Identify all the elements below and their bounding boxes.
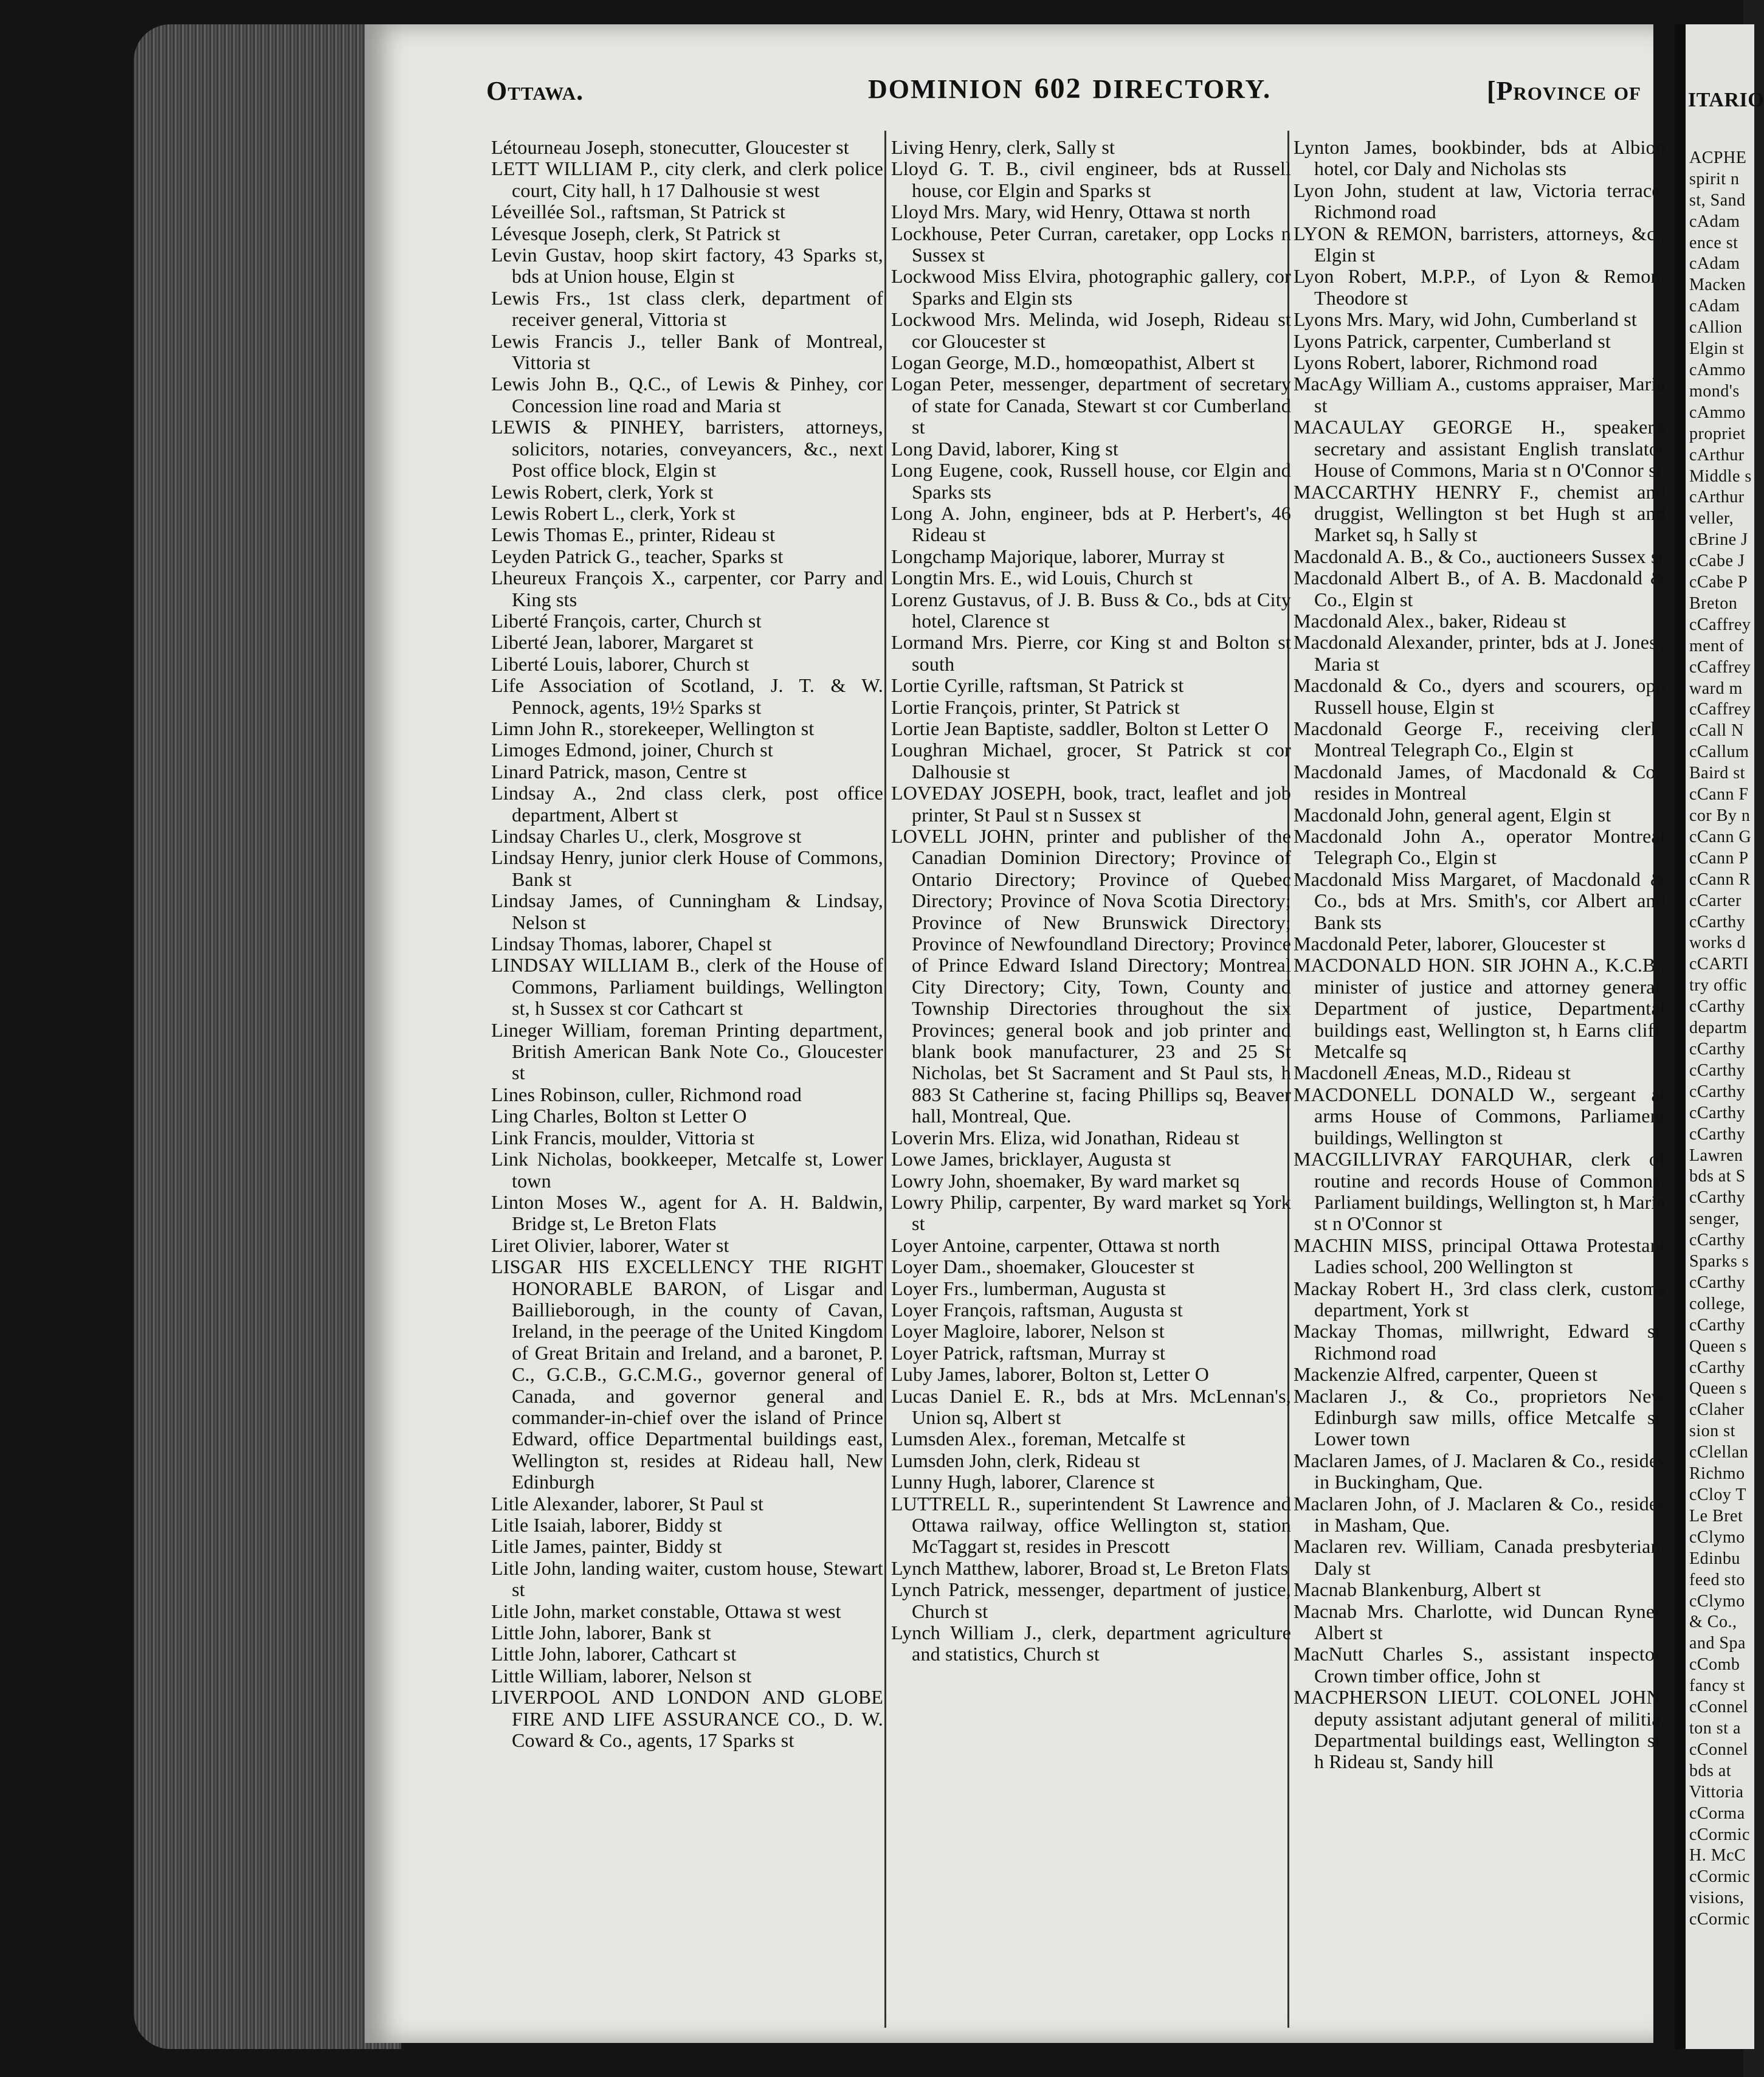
facing-page-line: Queen s [1689, 1379, 1747, 1398]
facing-page-line: cCaffrey [1689, 615, 1751, 634]
directory-entry: Lewis Frs., 1st class clerk, department of receiver general, Vittoria st [491, 286, 883, 331]
book-page-edges [134, 24, 401, 2049]
directory-entry: Lloyd G. T. B., civil engineer, bds at Russell house, cor Elgin and Sparks st [891, 157, 1291, 201]
directory-entry: Living Henry, clerk, Sally st [891, 136, 1115, 158]
directory-column-1 [491, 137, 883, 2034]
directory-entry: Loverin Mrs. Eliza, wid Jonathan, Rideau st [891, 1126, 1239, 1149]
directory-entry: Lucas Daniel E. R., bds at Mrs. McLennan's, Union sq, Albert st [891, 1384, 1291, 1428]
running-header [486, 72, 1641, 108]
facing-page-line: cCloy T [1689, 1485, 1746, 1504]
directory-entry: Limn John R., storekeeper, Wellington st [491, 717, 815, 739]
directory-entry: Liberté Louis, laborer, Church st [491, 652, 749, 675]
facing-page-text [1686, 24, 1764, 1930]
directory-entry: Lyons Robert, laborer, Richmond road [1294, 351, 1598, 374]
facing-page-line: cCARTI [1689, 955, 1749, 974]
facing-page-line: cCormic [1689, 1825, 1750, 1844]
directory-entry: Lunny Hugh, laborer, Clarence st [891, 1471, 1155, 1493]
header-title [868, 72, 1271, 105]
directory-entry: Lyon Robert, M.P.P., of Lyon & Remon, Theodore st [1294, 265, 1666, 309]
directory-entry: Lindsay Henry, junior clerk House of Commons, Bank st [491, 846, 883, 890]
directory-entry: Link Nicholas, bookkeeper, Metcalfe st, Lower town [491, 1148, 883, 1192]
facing-page-line: st, Sand [1689, 190, 1746, 210]
directory-entry: Macdonald George F., receiving clerk, Montreal Telegraph Co., Elgin st [1294, 717, 1666, 761]
facing-page-line: works d [1689, 933, 1746, 953]
directory-entry: Macdonald & Co., dyers and scourers, opp Russell house, Elgin st [1294, 674, 1666, 718]
directory-entry: Macdonald John A., operator Montreal Telegraph Co., Elgin st [1294, 825, 1666, 869]
facing-page-line: Middle s [1689, 466, 1752, 486]
facing-page-line: cAdam [1689, 212, 1740, 231]
directory-entry: Macdonald Miss Margaret, of Macdonald & Co., bds at Mrs. Smith's, cor Albert and Bank sts [1294, 868, 1666, 933]
facing-page-line: cCabe P [1689, 573, 1748, 592]
directory-entry: Loyer Patrick, raftsman, Murray st [891, 1341, 1166, 1364]
directory-entry: Lynch Matthew, laborer, Broad st, Le Breton Flats [891, 1557, 1289, 1579]
facing-page-line: Lawren [1689, 1146, 1743, 1165]
directory-entry: Lewis Robert, clerk, York st [491, 480, 714, 503]
directory-entry: MACDONALD HON. SIR JOHN A., K.C.B., minister of justice and attorney general, Department of justice, Departmental buildings east, Wellington st, h Earns cliff, Metcalfe sq [1294, 954, 1666, 1063]
facing-page-line: departm [1689, 1018, 1748, 1038]
directory-entry: Macdonell Æneas, M.D., Rideau st [1294, 1062, 1571, 1084]
header-province: [Province of [1487, 76, 1641, 106]
directory-entry: MacAgy William A., customs appraiser, Maria st [1294, 373, 1666, 416]
directory-entry: Macdonald John, general agent, Elgin st [1294, 803, 1611, 826]
facing-page-line: cComb [1689, 1655, 1740, 1674]
facing-page-line: cAdam [1689, 297, 1740, 316]
directory-entry: Lumsden Alex., foreman, Metcalfe st [891, 1428, 1186, 1450]
directory-entry: Lewis Francis J., teller Bank of Montreal, Vittoria st [491, 330, 883, 374]
directory-entry: LUTTRELL R., superintendent St Lawrence and Ottawa railway, office Wellington st, station McTaggart st, resides in Prescott [891, 1492, 1291, 1558]
facing-page-line: cAllion [1689, 318, 1743, 337]
facing-page-line: cClymo [1689, 1591, 1745, 1611]
directory-entry: Longtin Mrs. E., wid Louis, Church st [891, 567, 1193, 589]
facing-page-line: cCarthy [1689, 1273, 1746, 1292]
directory-entry: Lewis Robert L., clerk, York st [491, 502, 736, 524]
directory-entry: Long A. John, engineer, bds at P. Herbert's, 46 Rideau st [891, 502, 1291, 546]
facing-page-line: cArthur [1689, 445, 1745, 465]
facing-page-line: spirit n [1689, 169, 1740, 188]
directory-entry: Lormand Mrs. Pierre, cor King st and Bolton st south [891, 631, 1291, 675]
facing-page-line: college, [1689, 1294, 1745, 1313]
directory-entry: Mackay Robert H., 3rd class clerk, customs department, York st [1294, 1277, 1666, 1321]
directory-entry: Maclaren rev. William, Canada presbyterian, Daly st [1294, 1535, 1666, 1579]
facing-page-line: cCarthy [1689, 1188, 1746, 1208]
directory-entry: Lloyd Mrs. Mary, wid Henry, Ottawa st north [891, 201, 1251, 223]
directory-entry: LEWIS & PINHEY, barristers, attorneys, solicitors, notaries, conveyancers, &c., next Post office block, Elgin st [491, 416, 883, 482]
directory-entry: Long David, laborer, King st [891, 437, 1119, 460]
directory-entry: Liberté François, carter, Church st [491, 609, 762, 632]
directory-entry: Litle Alexander, laborer, St Paul st [491, 1492, 764, 1515]
directory-entry: Lindsay James, of Cunningham & Lindsay, Nelson st [491, 890, 883, 933]
directory-entry: Lyons Mrs. Mary, wid John, Cumberland st [1294, 308, 1638, 331]
directory-entry: Lyon John, student at law, Victoria terrace, Richmond road [1294, 179, 1666, 223]
directory-entry: Lortie François, printer, St Patrick st [891, 696, 1180, 718]
facing-page-line: cCarter [1689, 891, 1742, 910]
facing-page-line: cCormic [1689, 1910, 1750, 1929]
directory-entry: Lowe James, bricklayer, Augusta st [891, 1148, 1171, 1170]
directory-entry: Lortie Jean Baptiste, saddler, Bolton st Letter O [891, 717, 1269, 739]
facing-page-line: cCann F [1689, 785, 1749, 804]
directory-entry: Léveillée Sol., raftsman, St Patrick st [491, 201, 786, 223]
facing-page-line: cCarthy [1689, 1315, 1746, 1335]
directory-entry: Luby James, laborer, Bolton st, Letter O [891, 1363, 1210, 1386]
directory-entry: Little William, laborer, Nelson st [491, 1664, 752, 1687]
directory-entry: Lowry John, shoemaker, By ward market sq [891, 1169, 1240, 1192]
directory-entry: Liberté Jean, laborer, Margaret st [491, 631, 754, 654]
facing-page-line: Baird st [1689, 764, 1745, 783]
directory-entry: Mackenzie Alfred, carpenter, Queen st [1294, 1363, 1598, 1386]
header-title-right: DIRECTORY. [1092, 74, 1272, 104]
facing-page-line: cCormic [1689, 1867, 1750, 1887]
directory-entry: Liret Olivier, laborer, Water st [491, 1234, 729, 1256]
directory-entry: Lynton James, bookbinder, bds at Albion hotel, cor Daly and Nicholas sts [1294, 136, 1666, 180]
directory-entry: Loyer François, raftsman, Augusta st [891, 1298, 1183, 1321]
facing-page-line: cor By n [1689, 806, 1751, 825]
directory-entry: Long Eugene, cook, Russell house, cor Elgin and Sparks sts [891, 459, 1291, 503]
facing-page-line: sion st [1689, 1422, 1735, 1441]
directory-entry: Levin Gustav, hoop skirt factory, 43 Sparks st, bds at Union house, Elgin st [491, 244, 883, 288]
directory-entry: Longchamp Majorique, laborer, Murray st [891, 545, 1225, 567]
directory-entry: Lynch Patrick, messenger, department of justice, Church st [891, 1578, 1291, 1622]
page-number: 602 [1034, 72, 1082, 105]
directory-column-2 [891, 137, 1291, 2034]
facing-page-line: & Co., [1689, 1612, 1737, 1632]
facing-page-line: cCorma [1689, 1803, 1745, 1823]
facing-page-line: cCarthy [1689, 997, 1746, 1017]
directory-entry: MACAULAY GEORGE H., speaker's secretary and assistant English translator House of Commons, Maria st n O'Connor st [1294, 416, 1666, 482]
facing-page-line: cCarthy [1689, 1039, 1746, 1059]
directory-entry: Litle John, market constable, Ottawa st west [491, 1600, 841, 1622]
facing-page-line: Sparks s [1689, 1252, 1749, 1271]
facing-page-line: cBrine J [1689, 530, 1748, 550]
directory-entry: Ling Charles, Bolton st Letter O [491, 1105, 747, 1127]
directory-entry: Logan George, M.D., homœopathist, Albert st [891, 351, 1255, 374]
directory-entry: Maclaren John, of J. Maclaren & Co., resides in Masham, Que. [1294, 1492, 1666, 1536]
facing-page-line: cAmmo [1689, 403, 1746, 422]
facing-page-line: cCarthy [1689, 912, 1746, 931]
directory-entry: Lindsay A., 2nd class clerk, post office department, Albert st [491, 782, 883, 826]
directory-entry: Macdonald Peter, laborer, Gloucester st [1294, 933, 1606, 955]
directory-entry: LYON & REMON, barristers, attorneys, &c., Elgin st [1294, 222, 1666, 266]
directory-entry: Logan Peter, messenger, department of secretary of state for Canada, Stewart st cor Cumberland st [891, 373, 1291, 438]
directory-entry: Loyer Antoine, carpenter, Ottawa st north [891, 1234, 1220, 1256]
facing-page-line: cCann G [1689, 827, 1752, 846]
directory-entry: Macdonald A. B., & Co., auctioneers Sussex st [1294, 545, 1664, 567]
directory-entry: Macdonald James, of Macdonald & Co., resides in Montreal [1294, 760, 1666, 804]
directory-entry: Litle James, painter, Biddy st [491, 1535, 722, 1558]
directory-entry: Loughran Michael, grocer, St Patrick st cor Dalhousie st [891, 739, 1291, 783]
directory-entry: Loyer Frs., lumberman, Augusta st [891, 1277, 1166, 1299]
facing-page-line: cClellan [1689, 1443, 1749, 1462]
directory-entry: Little John, laborer, Cathcart st [491, 1643, 737, 1665]
directory-entry: Lorenz Gustavus, of J. B. Buss & Co., bds at City hotel, Clarence st [891, 588, 1291, 632]
directory-entry: Macnab Mrs. Charlotte, wid Duncan Ryner, Albert st [1294, 1600, 1666, 1644]
directory-entry: Lindsay Charles U., clerk, Mosgrove st [491, 825, 802, 847]
facing-page-line: cAdam [1689, 254, 1740, 274]
facing-page-line: cCarthy [1689, 1082, 1746, 1101]
directory-entry: Lynch William J., clerk, department agriculture and statistics, Church st [891, 1622, 1291, 1665]
directory-entry: Loyer Dam., shoemaker, Gloucester st [891, 1256, 1195, 1278]
facing-page-line: Edinbu [1689, 1549, 1740, 1568]
directory-entry: Macnab Blankenburg, Albert st [1294, 1578, 1541, 1601]
directory-entry: Lewis Thomas E., printer, Rideau st [491, 524, 776, 546]
facing-page-line: cCall N [1689, 721, 1744, 741]
facing-page-line: Vittoria [1689, 1782, 1744, 1802]
facing-page-line: cClaher [1689, 1400, 1745, 1420]
directory-entry: Litle John, landing waiter, custom house, Stewart st [491, 1557, 883, 1601]
directory-entry: Link Francis, moulder, Vittoria st [491, 1126, 755, 1149]
facing-page-line: veller, [1689, 509, 1734, 528]
directory-entry: LETT WILLIAM P., city clerk, and clerk police court, City hall, h 17 Dalhousie st west [491, 157, 883, 201]
header-title-left: DOMINION [868, 74, 1024, 104]
facing-page-line: fancy st [1689, 1676, 1745, 1696]
directory-entry: Mackay Thomas, millwright, Edward st, Richmond road [1294, 1320, 1666, 1364]
facing-page-line: Elgin st [1689, 339, 1745, 359]
directory-entry: LINDSAY WILLIAM B., clerk of the House of Commons, Parliament buildings, Wellington st, h Sussex st cor Cathcart st [491, 954, 883, 1020]
facing-page-line: cCann P [1689, 848, 1749, 868]
directory-entry: Lévesque Joseph, clerk, St Patrick st [491, 222, 780, 244]
facing-page-line: ence st [1689, 233, 1738, 252]
directory-entry: Maclaren J., & Co., proprietors New Edinburgh saw mills, office Metcalfe st, Lower town [1294, 1384, 1666, 1450]
directory-entry: LISGAR HIS EXCELLENCY THE RIGHT HONORABLE BARON, of Lisgar and Baillieborough, in the county of Cavan, Ireland, in the peerage of the United Kingdom of Great Britain and Ireland, and a baronet, P. C., G.C.B., G.C.M.G., governor general of Canada, and governor general and commander-in-chief over the island of Prince Edward, office Departmental buildings east, Wellington st, resides at Rideau hall, New Edinburgh [491, 1256, 883, 1493]
directory-entry: Lumsden John, clerk, Rideau st [891, 1449, 1140, 1471]
directory-column-3 [1294, 137, 1666, 2034]
facing-page-line: cCann R [1689, 869, 1751, 889]
directory-entry: Little John, laborer, Bank st [491, 1622, 711, 1644]
facing-page-line: bds at S [1689, 1167, 1746, 1186]
facing-page-line: H. McC [1689, 1846, 1746, 1865]
directory-entry: Linton Moses W., agent for A. H. Baldwin, Bridge st, Le Breton Flats [491, 1191, 883, 1235]
header-city: Ottawa. [486, 76, 584, 106]
facing-page-line: bds at [1689, 1761, 1732, 1780]
facing-page-line: cAmmo [1689, 360, 1746, 379]
facing-page-line: Queen s [1689, 1336, 1747, 1356]
directory-entry: Lindsay Thomas, laborer, Chapel st [491, 933, 772, 955]
directory-entry: Macdonald Alexander, printer, bds at J. Jones', Maria st [1294, 631, 1666, 675]
directory-entry: Lortie Cyrille, raftsman, St Patrick st [891, 674, 1184, 697]
directory-entry: LIVERPOOL AND LONDON AND GLOBE FIRE AND LIFE ASSURANCE CO., D. W. Coward & Co., agents, 17 Sparks st [491, 1686, 883, 1752]
facing-page-line: Macken [1689, 275, 1746, 295]
directory-entry: MACCARTHY HENRY F., chemist and druggist, Wellington st bet Hugh st and Market sq, h Sally st [1294, 480, 1666, 546]
directory-entry: LOVEDAY JOSEPH, book, tract, leaflet and job printer, St Paul st n Sussex st [891, 782, 1291, 826]
directory-entry: Macdonald Alex., baker, Rideau st [1294, 609, 1566, 632]
facing-page-line: cConnel [1689, 1740, 1748, 1759]
directory-entry: Lineger William, foreman Printing department, British American Bank Note Co., Gloucester st [491, 1018, 883, 1084]
directory-entry: LOVELL JOHN, printer and publisher of the Canadian Dominion Directory; Province of Ontario Directory; Province of Quebec Directory; Province of Nova Scotia Directory; Province of New Brunswick Directory; Province of Newfoundland Directory; Province of Prince Edward Island Directory; Montreal City Directory; City, Town, County and Township Directories throughout the six Provinces; general book and job printer and blank book manufacturer, 23 and 25 St Nicholas, bet St Sacrament and St Paul sts, h 883 St Catherine st, facing Phillips sq, Beaver hall, Montreal, Que. [891, 825, 1291, 1127]
facing-page-line: cCarthy [1689, 1124, 1746, 1144]
facing-page-line: visions, [1689, 1889, 1745, 1908]
directory-entry: Lockwood Mrs. Melinda, wid Joseph, Rideau st cor Gloucester st [891, 308, 1291, 352]
facing-page-fragment [1675, 24, 1764, 2049]
directory-entry: MACDONELL DONALD W., sergeant at arms House of Commons, Parliament buildings, Wellington st [1294, 1083, 1666, 1149]
directory-entry: Leyden Patrick G., teacher, Sparks st [491, 545, 784, 567]
directory-entry: Létourneau Joseph, stonecutter, Gloucester st [491, 136, 849, 158]
directory-entry: Loyer Magloire, laborer, Nelson st [891, 1320, 1165, 1343]
directory-entry: Lowry Philip, carpenter, By ward market sq York st [891, 1191, 1291, 1235]
directory-entry: Lewis John B., Q.C., of Lewis & Pinhey, cor Concession line road and Maria st [491, 373, 883, 416]
directory-entry: MACGILLIVRAY FARQUHAR, clerk of routine and records House of Commons, Parliament buildings, Wellington st, h Maria st n O'Connor st [1294, 1148, 1666, 1235]
facing-page-line: propriet [1689, 424, 1746, 443]
directory-entry: Maclaren James, of J. Maclaren & Co., resides in Buckingham, Que. [1294, 1449, 1666, 1493]
directory-entry: Macdonald Albert B., of A. B. Macdonald & Co., Elgin st [1294, 567, 1666, 610]
facing-page-line: ton st a [1689, 1718, 1741, 1738]
facing-page-line: ITARIO [1688, 89, 1764, 111]
directory-entry: MACPHERSON LIEUT. COLONEL JOHN, deputy assistant adjutant general of militia, Departmental buildings east, Wellington st, h Rideau st, Sandy hill [1294, 1686, 1666, 1773]
directory-entry: Litle Isaiah, laborer, Biddy st [491, 1514, 722, 1536]
facing-page-line: cCaffrey [1689, 657, 1751, 677]
facing-page-line: mond's [1689, 381, 1740, 401]
facing-page-line: try offic [1689, 976, 1747, 995]
directory-entry: Lockhouse, Peter Curran, caretaker, opp Locks n Sussex st [891, 222, 1291, 266]
directory-entry: MACHIN MISS, principal Ottawa Protestant Ladies school, 200 Wellington st [1294, 1234, 1666, 1278]
facing-page-line: cCallum [1689, 742, 1749, 762]
facing-page-line: cArthur [1689, 488, 1745, 507]
facing-page-line: cCaffrey [1689, 700, 1751, 719]
facing-page-line: cCarthy [1689, 1060, 1746, 1080]
facing-page-line: ACPHE [1689, 148, 1747, 167]
facing-page-line: cCarthy [1689, 1358, 1746, 1377]
facing-page-line: cConnel [1689, 1698, 1748, 1717]
facing-page-line: feed sto [1689, 1570, 1745, 1589]
directory-entry: Life Association of Scotland, J. T. & W. Pennock, agents, 19½ Sparks st [491, 674, 883, 718]
facing-page-line: cCarthy [1689, 1231, 1746, 1250]
facing-page-line: ment of [1689, 636, 1744, 655]
facing-page-line: senger, [1689, 1209, 1740, 1229]
directory-entry: Limoges Edmond, joiner, Church st [491, 739, 773, 761]
column-divider [884, 131, 886, 2028]
directory-entry: Lines Robinson, culler, Richmond road [491, 1083, 802, 1105]
directory-entry: Linard Patrick, mason, Centre st [491, 760, 747, 783]
facing-page-line: cClymo [1689, 1527, 1745, 1547]
directory-entry: Lockwood Miss Elvira, photographic gallery, cor Sparks and Elgin sts [891, 265, 1291, 309]
facing-page-line: Le Bret [1689, 1506, 1743, 1526]
directory-entry: MacNutt Charles S., assistant inspector, Crown timber office, John st [1294, 1643, 1666, 1687]
facing-page-line: cCarthy [1689, 1103, 1746, 1122]
directory-entry: Lyons Patrick, carpenter, Cumberland st [1294, 330, 1611, 352]
facing-page-line: Breton [1689, 593, 1738, 613]
facing-page-line: cCabe J [1689, 551, 1745, 571]
facing-page-line: ward m [1689, 679, 1743, 698]
facing-page-line: Richmo [1689, 1464, 1745, 1484]
directory-entry: Lheureux François X., carpenter, cor Parry and King sts [491, 567, 883, 610]
facing-page-line: and Spa [1689, 1634, 1746, 1653]
